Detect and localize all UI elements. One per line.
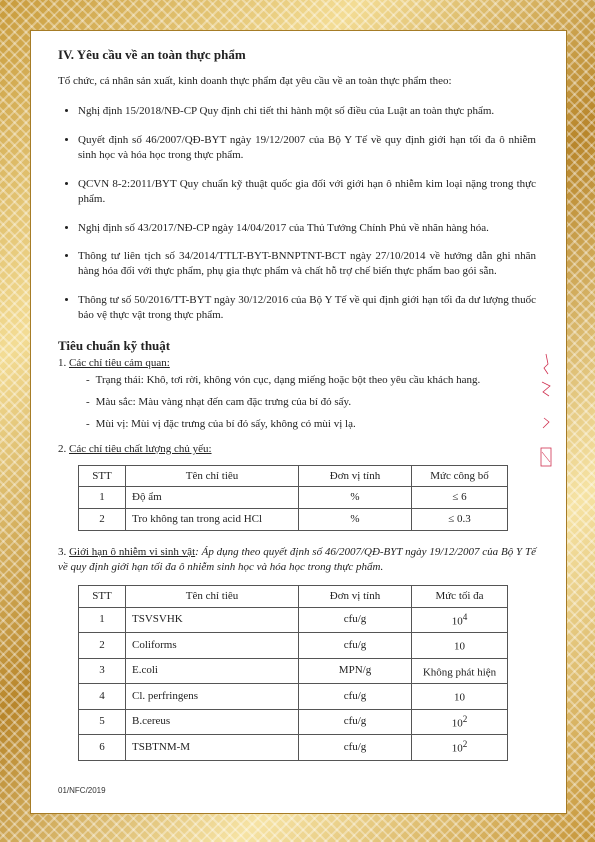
table-header-row [79,465,508,487]
value-base: 10 [454,640,465,653]
cell-value [412,633,508,659]
document-code: 01/NFC/2019 [58,786,106,795]
cell-value [412,658,508,684]
cell-unit: % [299,509,412,531]
col-header: STT [79,585,126,607]
value-base: Không phát hiện [422,666,497,679]
cell-name: E.coli [126,658,299,684]
tech-standards-title: Tiêu chuẩn kỹ thuật [58,337,171,353]
micro-heading [58,545,536,575]
cell-value [412,709,508,735]
table-header-row [79,585,508,607]
cell-stt: 1 [79,607,126,633]
value-exponent: 2 [462,739,468,750]
cell-unit: cfu/g [299,633,412,659]
quality-table [78,465,508,532]
value-base: 10 [451,615,463,628]
cell-name: TSVSVHK [126,607,299,633]
table-row [79,735,508,761]
sensory-item: - Mùi vị: Mùi vị đặc trưng của bí đỏ sấy, không có mùi vị lạ. [86,417,536,432]
seal-stamp-icon [538,352,554,470]
regulation-item: • Nghị định 15/2018/NĐ-CP Quy định chi tiết thi hành một số điều của Luật an toàn thực phẩm. [78,104,536,119]
cell-stt: 3 [79,658,126,684]
regulation-item: • Thông tư liên tịch số 34/2014/TTLT-BYT-BNNPTNT-BCT ngày 27/10/2014 về hướng dẫn ghi nhãn hàng hóa đối với thực phẩm, phụ gia thực phẩm và chất hỗ trợ chế biến thực phẩm bao gói sẵn. [78,249,536,279]
value-exponent: 2 [462,713,468,724]
cell-name: Tro không tan trong acid HCl [126,509,299,531]
cell-name: Cl. perfringens [126,684,299,710]
sensory-item: - Trạng thái: Khô, tơi rời, không vón cục, dạng miếng hoặc bột theo yêu cầu khách hang. [86,373,536,388]
sensory-heading-text: Các chỉ tiêu cảm quan: [69,357,170,370]
table-row [79,658,508,684]
col-header: Mức công bố [412,465,508,487]
cell-stt: 5 [79,709,126,735]
sensory-item: - Màu sắc: Màu vàng nhạt đến cam đặc trưng của bí đỏ sấy. [86,395,536,410]
table-row [79,709,508,735]
cell-unit: cfu/g [299,684,412,710]
section-title: IV. Yêu cầu về an toàn thực phẩm [58,47,246,62]
table-row [79,607,508,633]
col-header: Tên chỉ tiêu [126,465,299,487]
micro-table [78,585,508,761]
col-header: Mức tối đa [412,585,508,607]
regulation-item: • Quyết định số 46/2007/QĐ-BYT ngày 19/12/2007 của Bộ Y Tế về quy định giới hạn tối đa ô nhiễm sinh học và hóa học trong thực phẩm. [78,133,536,163]
regulation-item: • QCVN 8-2:2011/BYT Quy chuẩn kỹ thuật quốc gia đối với giới hạn ô nhiễm kim loại nặng trong thực phẩm. [78,177,536,207]
quality-heading-text: Các chỉ tiêu chất lượng chủ yếu: [69,442,212,455]
cell-value: ≤ 0.3 [412,509,508,531]
cell-value [412,684,508,710]
regulation-item: • Thông tư số 50/2016/TT-BYT ngày 30/12/2016 của Bộ Y Tế về qui định giới hạn tối đa dư lượng thuốc bảo vệ thực vật trong thực phẩm. [78,293,536,323]
cell-unit: cfu/g [299,709,412,735]
value-exponent: 4 [462,611,468,622]
cell-stt: 2 [79,633,126,659]
quality-number: 2. [58,442,69,455]
value-base: 10 [454,691,465,704]
cell-stt: 4 [79,684,126,710]
cell-stt: 6 [79,735,126,761]
micro-number: 3. [58,546,70,559]
cell-name: B.cereus [126,709,299,735]
col-header: Đơn vị tính [299,585,412,607]
cell-stt: 2 [79,509,126,531]
sensory-heading [58,356,536,371]
table-row [79,633,508,659]
regulation-item: • Nghị định số 43/2017/NĐ-CP ngày 14/04/2017 của Thủ Tướng Chính Phủ về nhãn hàng hóa. [78,221,536,236]
section-intro: Tổ chức, cá nhân sản xuất, kinh doanh thực phẩm đạt yêu cầu về an toàn thực phẩm theo: [58,74,452,87]
cell-name: Độ ẩm [126,487,299,509]
col-header: Đơn vị tính [299,465,412,487]
cell-name: Coliforms [126,633,299,659]
cell-unit: cfu/g [299,607,412,633]
cell-value [412,607,508,633]
cell-value [412,735,508,761]
table-row [79,487,508,509]
table-row [79,684,508,710]
cell-stt: 1 [79,487,126,509]
col-header: Tên chỉ tiêu [126,585,299,607]
regulation-list [58,104,536,322]
value-base: 10 [451,717,463,730]
document-content [58,46,536,761]
cell-name: TSBTNM-M [126,735,299,761]
cell-unit: MPN/g [299,658,412,684]
micro-heading-text: Giới hạn ô nhiễm vi sinh vật [69,546,196,559]
quality-heading [58,442,536,457]
cell-unit: % [299,487,412,509]
micro-note: : Áp dụng theo quyết định số 46/2007/QĐ-BYT ngày 19/12/2007 của Bộ Y Tế về quy định giới hạn tối đa ô nhiễm sinh học và hóa học trong thực phẩm. [58,546,536,573]
sensory-number: 1. [58,357,69,370]
sensory-list [86,373,536,432]
col-header: STT [79,465,126,487]
table-row [79,509,508,531]
value-base: 10 [451,742,463,755]
cell-unit: cfu/g [299,735,412,761]
cell-value: ≤ 6 [412,487,508,509]
